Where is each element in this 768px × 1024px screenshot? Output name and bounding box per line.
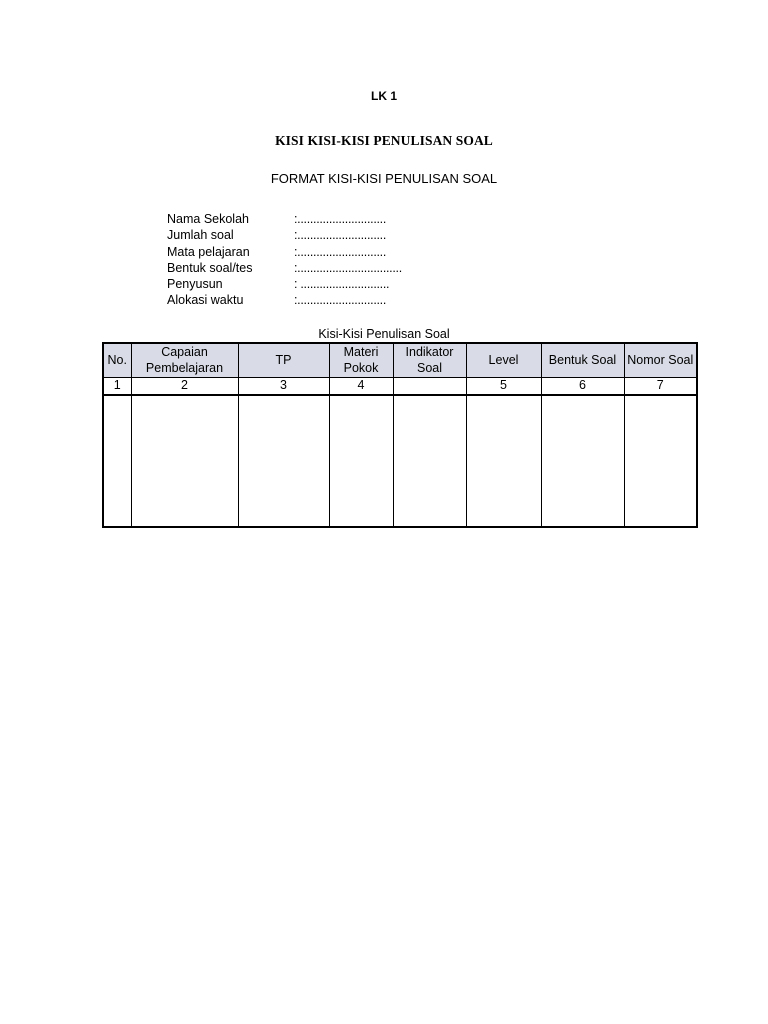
header-indikator-soal: Indikator Soal [393,343,466,378]
info-row-mata-pelajaran [167,244,402,260]
info-row-bentuk-soal [167,260,402,276]
info-value-field[interactable]: :............................ [294,293,387,308]
column-number: 7 [624,378,697,396]
info-value-field[interactable]: : ............................ [294,277,390,292]
header-no: No. [103,343,131,378]
column-number [393,378,466,396]
table-cell-no[interactable] [103,395,131,527]
column-number: 4 [329,378,393,396]
info-row-penyusun [167,276,402,292]
info-label: Mata pelajaran [167,244,250,259]
info-label: Nama Sekolah [167,212,249,226]
table-cell-level[interactable] [466,395,541,527]
header-level: Level [466,343,541,378]
info-label: Penyusun [167,277,223,292]
kisi-kisi-table [102,342,698,528]
column-number: 2 [131,378,238,396]
info-row-jumlah-soal [167,227,402,243]
header-materi-pokok: Materi Pokok [329,343,393,378]
table-cell-nomor[interactable] [624,395,697,527]
info-label: Bentuk soal/tes [167,260,253,275]
worksheet-code: LK 1 [370,89,397,103]
column-number: 6 [541,378,624,396]
info-label: Jumlah soal [167,228,234,243]
info-value-field[interactable]: :............................ [294,228,387,243]
info-value-field[interactable]: :............................ [294,244,387,259]
info-label: Alokasi waktu [167,293,244,308]
info-row-alokasi-waktu [167,292,402,308]
header-bentuk-soal: Bentuk Soal [541,343,624,378]
header-tp: TP [238,343,329,378]
table-caption: Kisi-Kisi Penulisan Soal [318,327,450,341]
table-cell-bentuk[interactable] [541,395,624,527]
column-number: 5 [466,378,541,396]
document-subtitle: FORMAT KISI-KISI PENULISAN SOAL [270,171,498,186]
info-block [167,211,402,309]
table-cell-indikator[interactable] [393,395,466,527]
document-title: KISI KISI-KISI PENULISAN SOAL [275,133,493,148]
table-header-row [103,343,697,378]
table-cell-capaian[interactable] [131,395,238,527]
header-capaian-pembelajaran: Capaian Pembelajaran [131,343,238,378]
column-number: 1 [103,378,131,396]
info-value-field[interactable]: :............................ [294,212,387,226]
header-nomor-soal: Nomor Soal [624,343,697,378]
info-row-nama-sekolah [167,211,402,227]
column-number: 3 [238,378,329,396]
table-cell-tp[interactable] [238,395,329,527]
column-number-row [103,378,697,396]
table-cell-materi[interactable] [329,395,393,527]
table-body-row [103,395,697,527]
info-value-field[interactable]: :................................. [294,260,402,275]
